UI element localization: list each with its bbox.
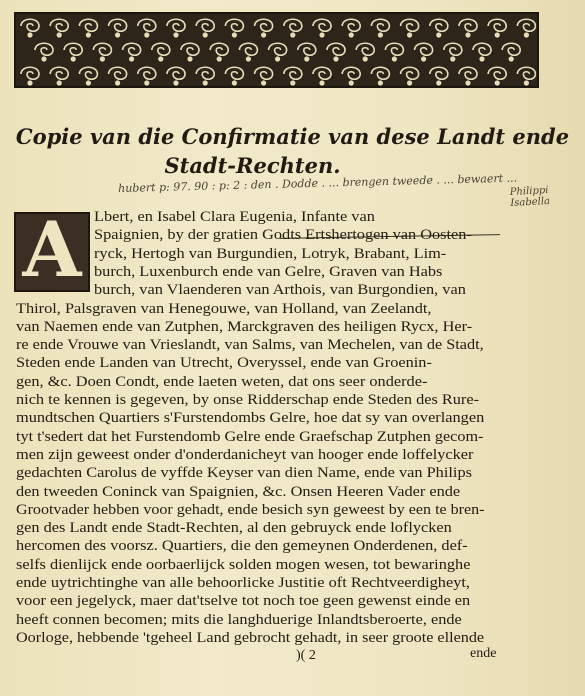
body-text-line: Thirol, Palsgraven van Henegouwe, van Holland, van Zeelandt, — [16, 300, 432, 317]
body-text-line: gen des Landt ende Stadt-Rechten, al den gebruyck ende loflycken — [16, 520, 452, 537]
document-title-line-2: Stadt-Rechten. — [164, 153, 341, 178]
body-text-line: Lbert, en Isabel Clara Eugenia, Infante van — [94, 209, 375, 225]
catchword: ende — [470, 646, 497, 661]
ornamental-header-band — [14, 12, 539, 88]
margin-note-line: Philippi — [509, 185, 549, 199]
body-text-line: gedachten Carolus de vyffde Keyser van dien Name, ende van Philips — [16, 465, 472, 482]
body-text-line: Grootvader hebben voor gehadt, ende besich syn geweest by een te bren- — [16, 501, 485, 518]
body-text-line: hercomen des voorsz. Quartiers, die den gemeynen Onderdenen, def- — [16, 538, 468, 555]
body-text-line: burch, van Vlaenderen van Arthois, van Burgondien, van — [94, 282, 466, 299]
body-text-line: burch, Luxenburch ende van Gelre, Graven van Habs — [94, 263, 443, 280]
body-text-line: men zijn geweest onder d'onderdanicheyt van hooger ende loffelycker — [16, 446, 474, 463]
body-text-line: mundtschen Quartiers s'Furstendombs Gelre, hoe dat sy van overlangen — [16, 410, 485, 427]
body-text-line: den tweeden Coninck van Spaignien, &c. Onsen Heeren Vader ende — [16, 483, 461, 500]
margin-note-line: Isabella — [510, 195, 551, 210]
body-text-line: selfs dienlijck ende oorbaerlijck solden mogen wesen, tot bewaringhe — [16, 556, 471, 573]
decorated-initial — [14, 205, 90, 294]
handwritten-annotation: hubert p: 97. 90 : p: 2 : den . Dodde . ... brengen tweede . ... bewaert ... — [118, 171, 518, 195]
body-text-line: Steden ende Landen van Utrecht, Overyssel, ende van Groenin- — [16, 355, 432, 372]
page-number: )( 2 — [296, 648, 316, 663]
body-text-line: tyt t'sedert dat het Furstendomb Gelre ende Graefschap Zutphen gecom- — [16, 428, 484, 445]
body-text-line: van Naemen ende van Zutphen, Marckgraven des heiligen Rycx, Her- — [16, 318, 473, 335]
body-text-line: ryck, Hertogh van Burgundien, Lotryk, Brabant, Lim- — [94, 245, 447, 262]
body-text-line: heeft connen becomen; mits die langhduerige Inlandtsberoerte, ende — [16, 611, 462, 628]
body-text-line: ende uytrichtinghe van alle behoorlicke Justitie oft Rechtveerdigheyt, — [16, 575, 470, 591]
body-text-line: Spaignien, by der gratien Godts Ertshertogen van Oosten- — [94, 227, 472, 244]
drop-cap-letter: A — [22, 205, 82, 294]
body-text-line: Oorloge, hebbende 'tgeheel Land gebrocht gehadt, in seer groote ellende — [16, 629, 485, 646]
body-text-line: gen, &c. Doen Condt, ende laeten weten, dat ons seer onderde- — [16, 373, 428, 390]
ornament-pattern-icon — [16, 14, 537, 86]
body-text-line: voor een jegelyck, maer dat'tselve tot noch toe geen gewenst einde en — [16, 593, 471, 610]
document-title-line-1: Copie van die Confirmatie van dese Landt ende — [15, 124, 570, 149]
handwritten-margin-note — [509, 185, 550, 209]
body-text-line: re ende Vrouwe van Vrieslandt, van Salms, van Mechelen, van de Stadt, — [16, 337, 484, 354]
body-text-line: nich te kennen is gegeven, by onse Ridderschap ende Steden des Rure- — [16, 392, 480, 408]
